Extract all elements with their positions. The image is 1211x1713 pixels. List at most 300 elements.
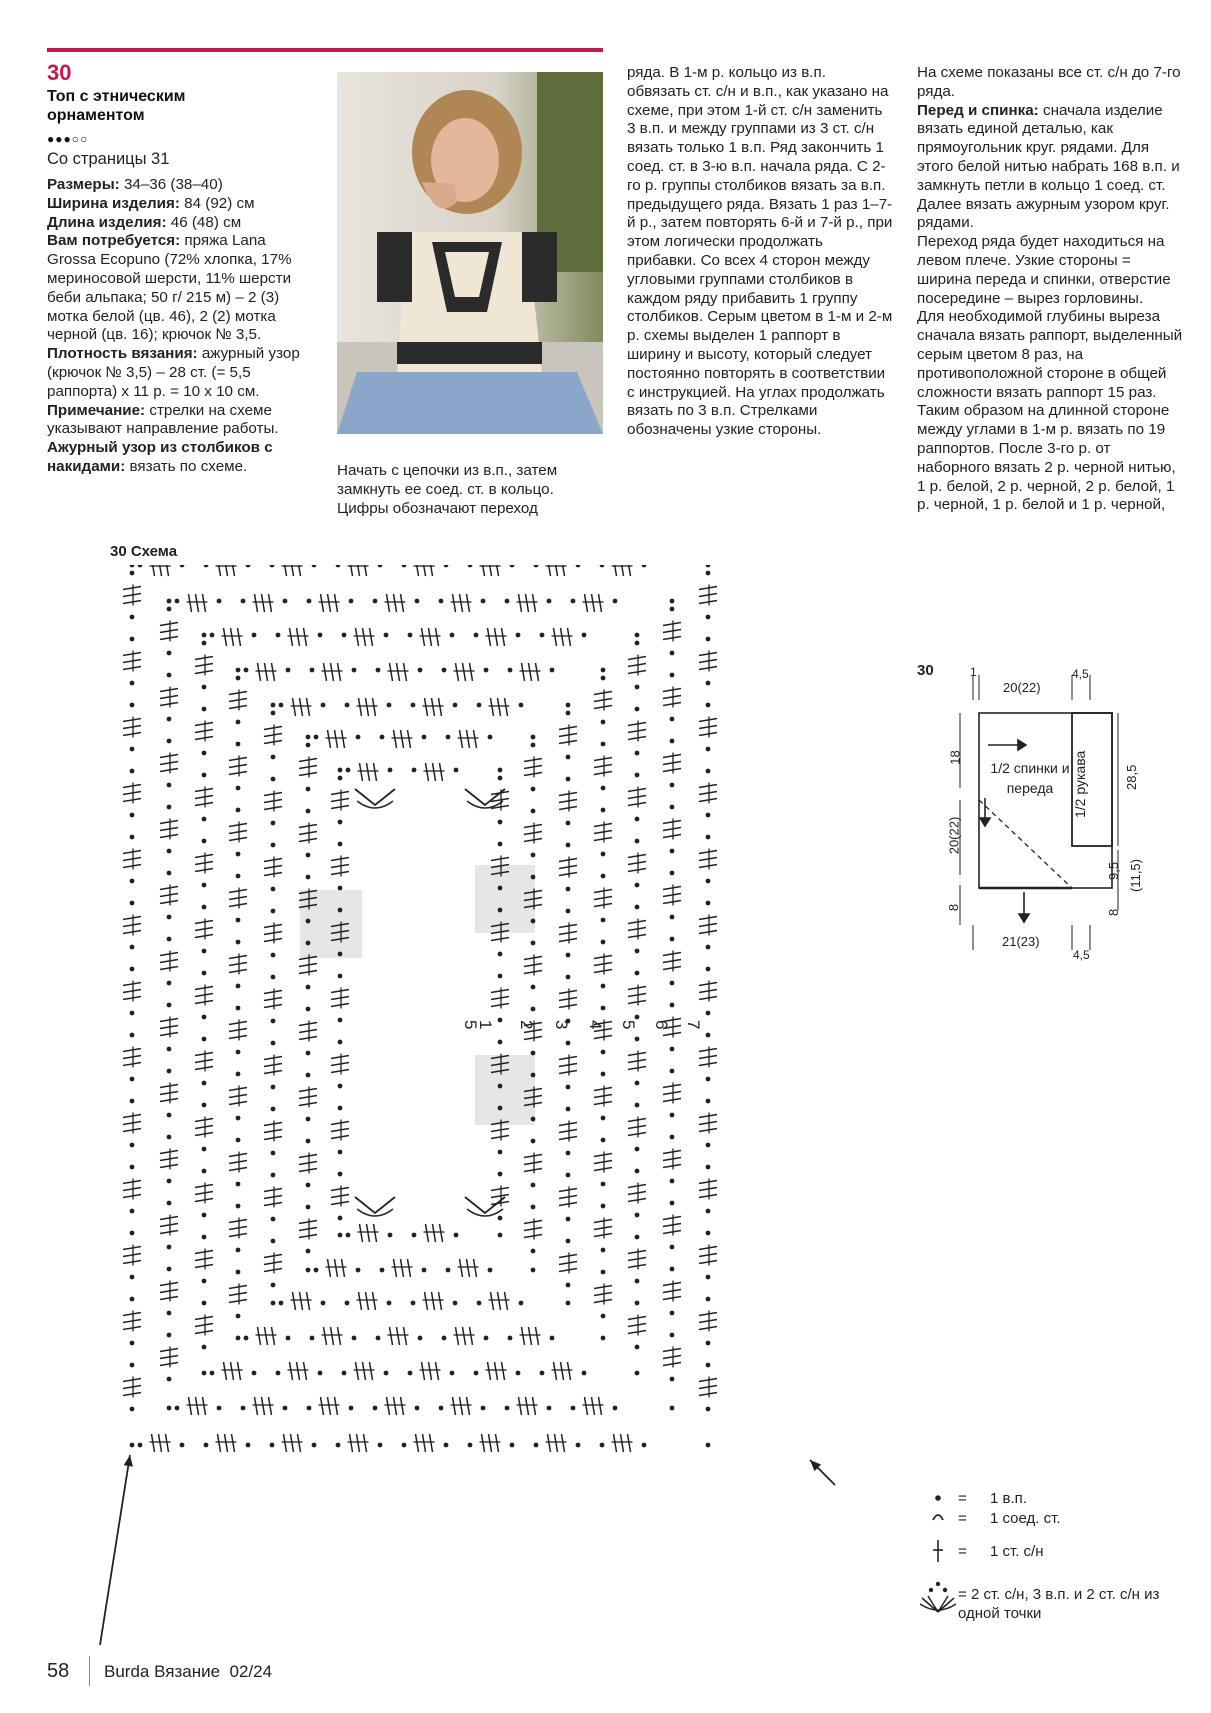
dc-stitch <box>203 594 206 612</box>
chain-stitch <box>531 1249 536 1254</box>
dc-stitch <box>264 1262 282 1265</box>
dc-stitch <box>536 1327 539 1345</box>
dc-stitch <box>559 859 577 862</box>
dc-stitch <box>258 1327 261 1345</box>
dc-stitch <box>699 1181 717 1184</box>
dc-stitch <box>628 869 646 872</box>
chain-stitch <box>236 1006 241 1011</box>
chain-stitch <box>566 953 571 958</box>
chain-stitch <box>635 817 640 822</box>
dc-group <box>559 989 577 1010</box>
chain-stitch <box>167 673 172 678</box>
dc-stitch <box>195 862 213 865</box>
dc-stitch <box>474 1259 477 1277</box>
chain-stitch <box>635 1037 640 1042</box>
chain-stitch <box>531 1007 536 1012</box>
dc-stitch <box>559 793 577 796</box>
dc-stitch <box>331 1327 334 1345</box>
dc-stitch <box>436 1362 439 1380</box>
chain-stitch <box>236 1248 241 1253</box>
dc-stitch <box>229 1088 247 1091</box>
paragraph-text: 46 (48) см <box>170 213 242 231</box>
dc-stitch <box>123 601 141 604</box>
chain-stitch <box>130 945 135 950</box>
chain-stitch <box>346 768 351 773</box>
chain-stitch <box>670 1245 675 1250</box>
dc-stitch <box>229 772 247 775</box>
dc-stitch <box>663 1033 681 1036</box>
dc-stitch <box>195 1185 213 1188</box>
chain-stitch <box>450 633 455 638</box>
dc-stitch <box>699 1261 717 1264</box>
dc-stitch <box>123 1063 141 1066</box>
dc-stitch <box>304 628 307 646</box>
dc-stitch <box>562 565 565 576</box>
dc-stitch <box>189 594 192 612</box>
dc-stitch <box>585 1397 588 1415</box>
chain-stitch <box>601 1116 606 1121</box>
dc-group <box>594 1086 612 1107</box>
dc-group <box>253 1397 274 1415</box>
dc-group <box>195 919 213 940</box>
dc-stitch <box>331 997 349 1000</box>
dc-group <box>331 1186 349 1207</box>
chain-stitch <box>444 1443 449 1448</box>
chain-stitch <box>380 735 385 740</box>
dc-group <box>699 783 717 804</box>
chain-stitch <box>312 565 317 567</box>
dc-group <box>594 690 612 711</box>
dc-stitch <box>699 719 717 722</box>
chain-stitch <box>306 1183 311 1188</box>
dc-stitch <box>533 1397 536 1415</box>
dc-stitch <box>123 799 141 802</box>
dc-stitch <box>331 1195 349 1198</box>
dc-stitch <box>628 862 646 865</box>
row-number: 4 <box>586 1020 605 1030</box>
chain-stitch <box>706 1099 711 1104</box>
dc-stitch <box>195 1192 213 1195</box>
dc-stitch <box>594 1227 612 1230</box>
chain-stitch <box>488 1268 493 1273</box>
dc-stitch <box>229 1036 247 1039</box>
dc-stitch <box>195 1317 213 1320</box>
dc-stitch <box>123 792 141 795</box>
dc-stitch <box>663 1092 681 1095</box>
dc-group <box>663 621 681 642</box>
dc-group <box>559 791 577 812</box>
chain-stitch <box>635 971 640 976</box>
dc-group <box>326 730 347 748</box>
dc-group <box>195 721 213 742</box>
row-number: 5 <box>461 1020 480 1030</box>
dc-stitch <box>195 1060 213 1063</box>
dc-group <box>491 988 509 1009</box>
chain-stitch <box>706 681 711 686</box>
dc-stitch <box>387 594 390 612</box>
chain-stitch <box>566 703 571 708</box>
dc-group <box>160 1149 178 1170</box>
dc-stitch <box>299 766 317 769</box>
chain-stitch <box>601 1050 606 1055</box>
dc-group <box>559 1055 577 1076</box>
dc-stitch <box>456 663 459 681</box>
dc-stitch <box>299 825 317 828</box>
dim-bottom-right: 4,5 <box>1073 948 1090 962</box>
dc-stitch <box>299 1037 317 1040</box>
dc-group <box>195 1315 213 1336</box>
dc-stitch <box>426 1224 429 1242</box>
legend <box>920 1490 1180 1640</box>
chain-stitch <box>271 1173 276 1178</box>
dc-stitch <box>307 698 310 716</box>
dc-stitch <box>324 1327 327 1345</box>
paragraph-label: Примечание: <box>47 401 146 419</box>
chain-stitch <box>484 668 489 673</box>
chain-stitch <box>338 974 343 979</box>
dc-stitch <box>264 1196 282 1199</box>
dc-group <box>253 594 274 612</box>
dc-stitch <box>123 653 141 656</box>
dc-stitch <box>628 723 646 726</box>
dc-stitch <box>264 734 282 737</box>
schema-title: 30 Схема <box>110 543 178 560</box>
chain-stitch <box>670 1377 675 1382</box>
dc-stitch <box>559 1123 577 1126</box>
dc-stitch <box>195 869 213 872</box>
dc-stitch <box>363 1362 366 1380</box>
dc-group <box>160 687 178 708</box>
dc-stitch <box>264 1071 282 1074</box>
dc-stitch <box>554 628 557 646</box>
paragraph-label: Длина изделия: <box>47 213 167 231</box>
chain-stitch <box>130 747 135 752</box>
dc-stitch <box>356 1362 359 1380</box>
dc-stitch <box>559 939 577 942</box>
dc-group <box>458 730 479 748</box>
dc-stitch <box>559 1005 577 1008</box>
dc-stitch <box>533 594 536 612</box>
chain-stitch <box>706 945 711 950</box>
dc-stitch <box>264 1064 282 1067</box>
dc-stitch <box>594 699 612 702</box>
dc-stitch <box>467 1397 470 1415</box>
col1-paragraph <box>47 232 305 345</box>
dc-stitch <box>293 1292 296 1310</box>
dc-stitch <box>195 1001 213 1004</box>
chain-stitch <box>508 668 513 673</box>
dc-stitch <box>628 803 646 806</box>
dc-stitch <box>524 1228 542 1231</box>
chain-stitch <box>422 1268 427 1273</box>
dc-stitch <box>160 835 178 838</box>
dc-stitch <box>331 1202 349 1205</box>
dc-stitch <box>229 1293 247 1296</box>
chain-stitch <box>210 633 215 638</box>
dc-stitch <box>663 1165 681 1168</box>
chain-stitch <box>601 1138 606 1143</box>
chain-stitch <box>338 1040 343 1045</box>
dc-group <box>517 594 538 612</box>
dc-group <box>160 885 178 906</box>
dc-stitch <box>699 1129 717 1132</box>
chain-stitch <box>202 883 207 888</box>
chain-stitch <box>498 886 503 891</box>
dc-stitch <box>195 796 213 799</box>
dc-stitch <box>422 628 425 646</box>
dc-stitch <box>264 1255 282 1258</box>
dc-stitch <box>264 800 282 803</box>
dc-stitch <box>299 1228 317 1231</box>
dim-top: 20(22) <box>1003 680 1041 695</box>
dc-stitch <box>401 594 404 612</box>
dc-stitch <box>489 1434 492 1452</box>
chain-stitch <box>566 1085 571 1090</box>
chain-stitch <box>576 1443 581 1448</box>
dc-stitch <box>123 1393 141 1396</box>
dc-group <box>150 565 171 576</box>
chain-stitch <box>378 565 383 567</box>
dc-stitch <box>394 1259 397 1277</box>
dc-stitch <box>663 696 681 699</box>
chain-stitch <box>276 1371 281 1376</box>
dc-stitch <box>663 1283 681 1286</box>
dc-stitch <box>364 565 367 576</box>
dc-stitch <box>436 628 439 646</box>
dc-stitch <box>189 1397 192 1415</box>
dc-stitch <box>264 925 282 928</box>
dc-stitch <box>426 763 429 781</box>
dc-group <box>195 985 213 1006</box>
dc-group <box>524 955 542 976</box>
dc-group <box>663 1149 681 1170</box>
chain-stitch <box>246 1443 251 1448</box>
chain-stitch <box>601 852 606 857</box>
chain-stitch <box>167 1069 172 1074</box>
instructions-column-4 <box>917 64 1183 515</box>
dc-stitch <box>231 628 234 646</box>
chain-stitch <box>566 1239 571 1244</box>
chain-stitch <box>453 1301 458 1306</box>
dc-stitch <box>594 765 612 768</box>
dc-stitch <box>663 637 681 640</box>
dc-group <box>628 1183 646 1204</box>
dc-stitch <box>397 663 400 681</box>
dc-group <box>123 849 141 870</box>
dc-stitch <box>628 928 646 931</box>
dc-stitch <box>559 1262 577 1265</box>
dc-stitch <box>160 696 178 699</box>
dc-stitch <box>229 1168 247 1171</box>
dc-stitch <box>519 1397 522 1415</box>
dc-stitch <box>594 1286 612 1289</box>
chain-stitch <box>130 1341 135 1346</box>
dc-stitch <box>123 1320 141 1323</box>
dc-stitch <box>229 963 247 966</box>
chain-stitch <box>202 971 207 976</box>
chain-stitch <box>508 1336 513 1341</box>
dc-stitch <box>232 1434 235 1452</box>
dc-stitch <box>562 1434 565 1452</box>
chain-stitch <box>670 1406 675 1411</box>
chain-stitch <box>531 1183 536 1188</box>
dc-stitch <box>699 931 717 934</box>
chain-stitch <box>271 1283 276 1288</box>
dc-stitch <box>467 1259 470 1277</box>
dc-stitch <box>231 1362 234 1380</box>
dc-stitch <box>628 1434 631 1452</box>
chain-stitch <box>130 1033 135 1038</box>
dc-group <box>123 915 141 936</box>
dc-group <box>299 823 317 844</box>
dc-stitch <box>628 1317 646 1320</box>
dc-stitch <box>594 1088 612 1091</box>
chain-stitch <box>236 1182 241 1187</box>
dc-stitch <box>262 1397 265 1415</box>
chain-stitch <box>236 1314 241 1319</box>
chain-stitch <box>601 1204 606 1209</box>
difficulty-rating: ●●●○○ <box>47 132 89 146</box>
chain-stitch <box>635 905 640 910</box>
dc-stitch <box>699 865 717 868</box>
dc-stitch <box>123 858 141 861</box>
dc-stitch <box>628 671 646 674</box>
dc-stitch <box>628 796 646 799</box>
chain-stitch <box>130 769 135 774</box>
dc-stitch <box>548 1434 551 1452</box>
dc-stitch <box>123 983 141 986</box>
corner-group-mark <box>465 789 505 805</box>
chain-stitch <box>345 1301 350 1306</box>
chain-stitch <box>279 1301 284 1306</box>
dc-stitch <box>160 1158 178 1161</box>
dc-stitch <box>264 939 282 942</box>
dc-stitch <box>460 730 463 748</box>
dc-stitch <box>463 663 466 681</box>
chain-stitch <box>571 1406 576 1411</box>
chain-stitch <box>474 1371 479 1376</box>
col1-paragraph <box>47 345 305 401</box>
dc-stitch <box>524 759 542 762</box>
dc-stitch <box>505 1292 508 1310</box>
chain-stitch <box>670 805 675 810</box>
dc-group <box>491 1186 509 1207</box>
dc-stitch <box>628 657 646 660</box>
dc-stitch <box>699 587 717 590</box>
dc-group <box>123 1245 141 1266</box>
chain-stitch <box>167 1333 172 1338</box>
chain-stitch <box>635 1081 640 1086</box>
dc-group <box>216 565 237 576</box>
dc-stitch <box>699 1195 717 1198</box>
dc-stitch <box>524 1221 542 1224</box>
dc-stitch <box>123 1129 141 1132</box>
dc-stitch <box>160 1033 178 1036</box>
dc-stitch <box>628 1126 646 1129</box>
dc-group <box>628 1051 646 1072</box>
dc-stitch <box>255 1397 258 1415</box>
dc-stitch <box>195 789 213 792</box>
dc-group <box>160 819 178 840</box>
col4-paragraph <box>917 233 1183 308</box>
dc-stitch <box>299 1096 317 1099</box>
dc-stitch <box>160 1165 178 1168</box>
dc-stitch <box>166 565 169 576</box>
dc-stitch <box>123 917 141 920</box>
dc-stitch <box>229 1234 247 1237</box>
dc-stitch <box>264 793 282 796</box>
dc-group <box>628 721 646 742</box>
dc-group <box>229 1020 247 1041</box>
chain-stitch <box>271 1085 276 1090</box>
chain-stitch <box>271 755 276 760</box>
dc-stitch <box>229 758 247 761</box>
chain-stitch <box>338 1233 343 1238</box>
dc-group <box>264 1055 282 1076</box>
paragraph-text: пряжа Lana Grossa Ecopuno (72% хлопка, 17% мериносовой шерсти, 11% шерсти беби альпака; 50 г/ 215 м) – 2 (3) мотка белой (цв. 46), 2 (2) мотка черной (цв. 16); крючок № 3,5. <box>47 232 292 344</box>
chain-stitch <box>388 768 393 773</box>
chain-stitch <box>167 717 172 722</box>
chain-stitch <box>566 909 571 914</box>
chain-stitch <box>338 1150 343 1155</box>
chain-stitch <box>566 887 571 892</box>
dc-stitch <box>432 1292 435 1310</box>
project-number: 30 <box>47 60 72 85</box>
chain-stitch <box>505 1406 510 1411</box>
chain-stitch <box>670 1047 675 1052</box>
dc-stitch <box>123 990 141 993</box>
dc-stitch <box>123 1188 141 1191</box>
chain-stitch <box>402 1443 407 1448</box>
chain-stitch <box>498 1084 503 1089</box>
dc-stitch <box>524 1169 542 1172</box>
dc-stitch <box>264 873 282 876</box>
dc-group <box>160 951 178 972</box>
chain-stitch <box>601 984 606 989</box>
chain-stitch <box>635 1279 640 1284</box>
dc-group <box>288 1362 309 1380</box>
dc-group <box>331 988 349 1009</box>
chain-stitch <box>167 805 172 810</box>
dc-stitch <box>524 1162 542 1165</box>
paragraph-text: 34–36 (38–40) <box>123 176 223 193</box>
dc-group <box>385 1397 406 1415</box>
dc-stitch <box>370 1362 373 1380</box>
chain-stitch <box>167 599 172 604</box>
chain-stitch <box>310 1336 315 1341</box>
chain-stitch <box>706 769 711 774</box>
dc-group <box>663 819 681 840</box>
dc-group <box>123 1311 141 1332</box>
dc-group <box>319 594 340 612</box>
chain-stitch <box>635 883 640 888</box>
chain-stitch <box>498 768 503 773</box>
chain-stitch <box>378 1443 383 1448</box>
chain-stitch <box>613 599 618 604</box>
dc-stitch <box>300 698 303 716</box>
chain-stitch <box>318 633 323 638</box>
chain-stitch <box>488 735 493 740</box>
dc-stitch <box>331 1063 349 1066</box>
chain-stitch <box>706 571 711 576</box>
dc-stitch <box>453 594 456 612</box>
dc-stitch <box>264 1005 282 1008</box>
chain-stitch <box>217 599 222 604</box>
dc-group <box>414 565 435 576</box>
chain-stitch <box>601 808 606 813</box>
dc-stitch <box>699 1327 717 1330</box>
project-title: Топ с этническим орнаментом <box>47 88 186 124</box>
